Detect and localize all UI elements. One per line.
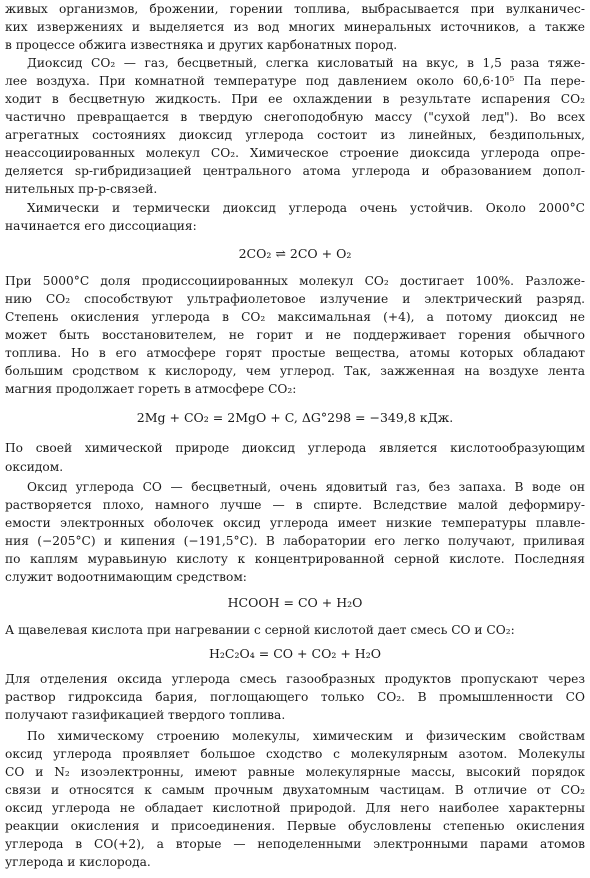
text-line: емости электронных оболочек оксид углерода имеет низкие температуры плавле-: [5, 516, 585, 531]
text-line: магния продолжает гореть в атмосфере CO₂:: [5, 382, 297, 397]
text-line: углерода в CO(+2), а вторые — неподеленными электронными парами атомов: [5, 837, 585, 852]
text-line: Степень окисления углерода в CO₂ максимальная (+4), а потому диоксид не: [5, 310, 585, 325]
text-line: ходит в бесцветную жидкость. При ее охлаждении в результате испарения CO₂: [5, 92, 585, 107]
text-line: деляется sp-гибридизацией центрального атома углерода и образованием допол-: [5, 164, 585, 179]
equation-magnesium: 2Mg + CO₂ = 2MgO + C, ΔG°298 = −349,8 кДж.: [136, 410, 454, 426]
text-line: CO и N₂ изоэлектронны, имеют равные молекулярные массы, высокий порядок: [5, 765, 585, 779]
equation-dissociation: 2CO₂ ⇌ 2CO + O₂: [238, 245, 352, 261]
text-line: живых организмов, брожении, горении топлива, выбрасывается при вулканичес-: [5, 2, 585, 16]
text-line: раствор гидроксида бария, поглощающего только CO₂. В промышленности CO: [5, 690, 585, 705]
text-line: растворяется плохо, намного лучше — в спирте. Вследствие малой деформиру-: [5, 498, 585, 513]
text-line: связи и относятся к самым прочным двухатомным частицам. В отличие от CO₂: [5, 783, 585, 797]
text-line: Оксид углерода CO — бесцветный, очень ядовитый газ, без запаха. В воде он: [27, 480, 585, 495]
text-line: углерода и кислорода.: [5, 855, 151, 870]
text-line: реакции окисления и присоединения. Первые обусловлены степенью окисления: [5, 819, 585, 834]
text-line: служит водоотнимающим средством:: [5, 570, 247, 585]
text-line: оксидом.: [5, 459, 64, 474]
text-line: неассоциированных молекул CO₂. Химическое строение диоксида углерода опре-: [5, 146, 585, 161]
text-line: При 5000°C доля продиссоциированных молекул CO₂ достигает 100%. Разложе-: [5, 274, 585, 289]
text-line: получают газификацией твердого топлива.: [5, 708, 286, 723]
text-line: лее воздуха. При комнатной температуре под давлением около 60,6·10⁵ Па пере-: [5, 74, 585, 89]
text-line: топлива. Но в его атмосфере горят простые вещества, атомы которых обладают: [5, 346, 585, 361]
text-line: нительных πp-p-связей.: [5, 182, 158, 197]
text-line: начинается его диссоциация:: [5, 219, 197, 234]
text-line: по каплям муравьиную кислоту к концентрированной серной кислоте. Последняя: [5, 552, 585, 567]
text-line: в процессе обжига известняка и других карбонатных пород.: [5, 38, 398, 52]
text-line: По своей химической природе диоксид углерода является кислотообразующим: [5, 441, 585, 456]
equation-formic-acid: HCOOH = CO + H₂O: [227, 594, 363, 610]
text-line: большим сродством к кислороду, чем углерод. Так, зажженная на воздухе лента: [5, 364, 585, 379]
text-line: ких извержениях и выделяется из вод многих минеральных источников, а также: [5, 20, 585, 34]
text-line: Диоксид CO₂ — газ, бесцветный, слегка кисловатый на вкус, в 1,5 раза тяже-: [27, 56, 585, 71]
equation-oxalic-acid: H₂C₂O₄ = CO + CO₂ + H₂O: [208, 646, 382, 662]
text-line: нию CO₂ способствуют ультрафиолетовое излучение и электрический разряд.: [5, 292, 585, 307]
text-line: Для отделения оксида углерода смесь газообразных продуктов пропускают через: [5, 672, 585, 687]
text-line: оксид углерода не обладает кислотной природой. Для него наиболее характерны: [5, 801, 585, 815]
text-line: может быть восстановителем, не горит и не поддерживает горения обычного: [5, 328, 585, 343]
text-line: По химическому строению молекулы, химическим и физическим свойствам: [27, 729, 585, 743]
text-line: Химически и термически диоксид углерода очень устойчив. Около 2000°C: [27, 201, 585, 216]
text-line: частично превращается в твердую снегоподобную массу ("сухой лед"). Во всех: [5, 110, 585, 125]
text-line: оксид углерода проявляет большое сходство с молекулярным азотом. Молекулы: [5, 747, 585, 761]
text-line: А щавелевая кислота при нагревании с серной кислотой дает смесь CO и CO₂:: [5, 623, 515, 638]
text-line: агрегатных состояниях диоксид углерода состоит из линейных, бездипольных,: [5, 128, 585, 143]
text-line: ния (−205°C) и кипения (−191,5°C). В лаборатории его легко получают, приливая: [5, 534, 585, 549]
